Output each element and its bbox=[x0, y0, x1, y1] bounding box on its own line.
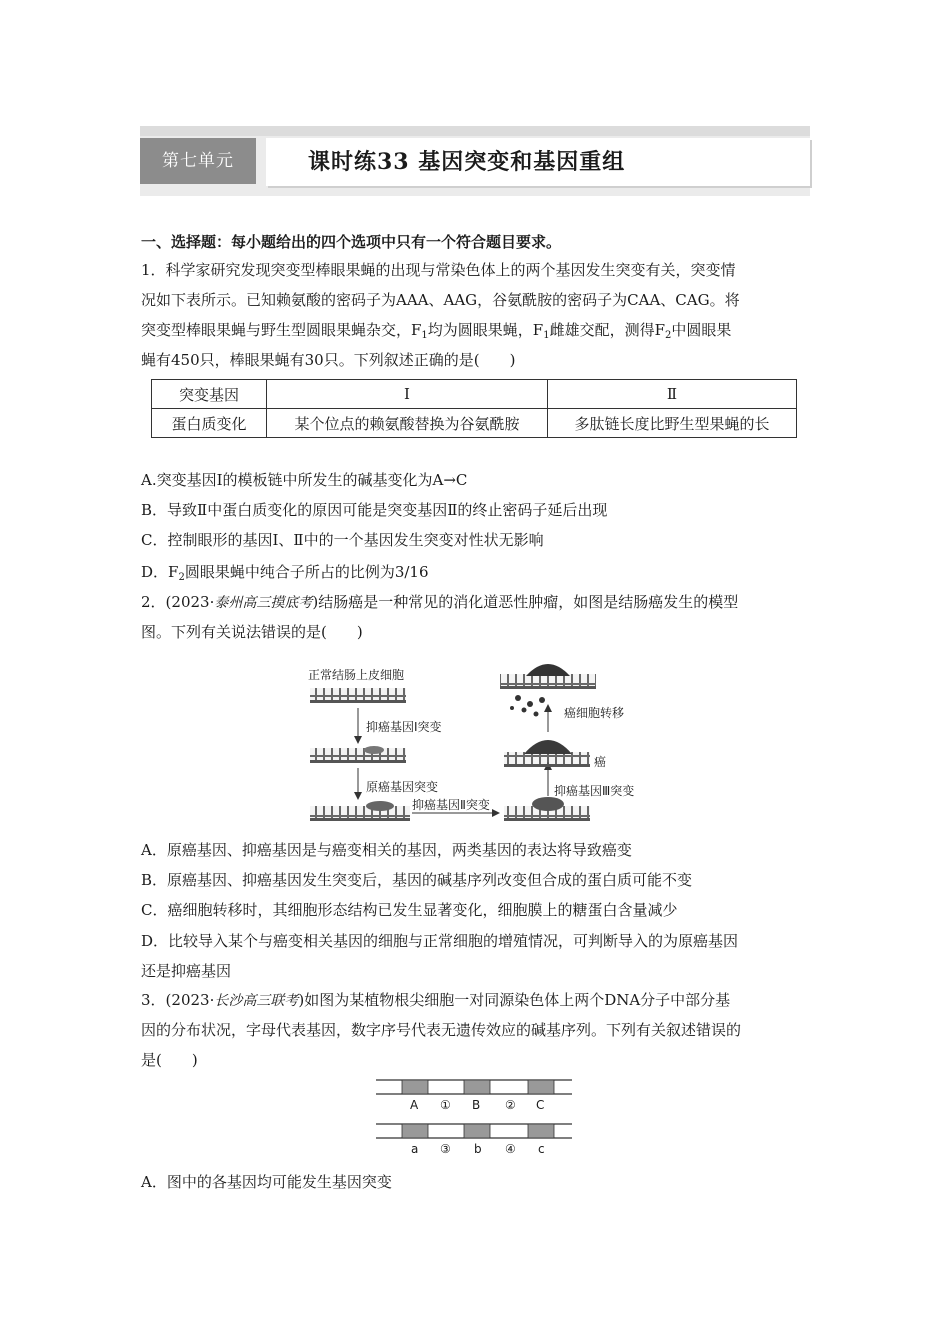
mutation-table bbox=[151, 379, 797, 438]
gene-label: C bbox=[536, 1098, 545, 1112]
sub-1b: 1 bbox=[543, 330, 550, 341]
gene-label: A bbox=[410, 1098, 419, 1112]
q1-line4: 蝇有450只，棒眼果蝇有30只。下列叙述正确的是( ) bbox=[141, 351, 516, 369]
q1-option-b: B．导致Ⅱ中蛋白质变化的原因可能是突变基因Ⅱ的终止密码子延后出现 bbox=[141, 501, 608, 519]
dna-figure bbox=[376, 1078, 572, 1162]
q1-line1: 1．科学家研究发现突变型棒眼果蝇的出现与常染色体上的两个基因发生突变有关，突变情 bbox=[141, 261, 736, 279]
table-cell: 某个位点的赖氨酸替换为谷氨酰胺 bbox=[267, 409, 548, 438]
label-step1: 抑癌基因Ⅰ突变 bbox=[366, 720, 442, 734]
sequence-label: ① bbox=[440, 1098, 451, 1112]
sub-1a: 1 bbox=[421, 330, 428, 341]
label-step2: 原癌基因突变 bbox=[366, 780, 439, 794]
table-cell: 多肽链长度比野生型果蝇的长 bbox=[548, 409, 797, 438]
q1-line2: 况如下表所示。已知赖氨酸的密码子为AAA、AAG，谷氨酰胺的密码子为CAA、CAG。将 bbox=[141, 291, 740, 309]
sub-2d: 2 bbox=[178, 572, 185, 583]
q2-option-d-line1: D．比较导入某个与癌变相关基因的细胞与正常细胞的增殖情况，可判断导入的为原癌基因 bbox=[141, 932, 739, 950]
section-heading: 一、选择题：每小题给出的四个选项中只有一个符合题目要求。 bbox=[141, 233, 562, 251]
q2-option-c: C．癌细胞转移时，其细胞形态结构已发生显著变化，细胞膜上的糖蛋白含量减少 bbox=[141, 901, 678, 919]
unit-label: 第七单元 bbox=[140, 138, 256, 184]
label-metastasis: 癌细胞转移 bbox=[564, 706, 625, 720]
epithelium-step2 bbox=[310, 801, 410, 821]
colon-cancer-figure bbox=[300, 660, 660, 830]
title-box bbox=[266, 138, 810, 186]
q3-line3: 是( ) bbox=[141, 1051, 198, 1069]
label-normal-cells: 正常结肠上皮细胞 bbox=[308, 668, 405, 682]
header-strip bbox=[140, 126, 810, 136]
q2-option-d-line2: 还是抑癌基因 bbox=[141, 962, 232, 980]
label-cancer: 癌 bbox=[594, 755, 607, 769]
table-header-cell: Ⅰ bbox=[267, 380, 548, 409]
gene-label: a bbox=[411, 1142, 419, 1156]
q2-option-b: B．原癌基因、抑癌基因发生突变后，基因的碱基序列改变但合成的蛋白质可能不变 bbox=[141, 871, 693, 889]
table-cell: 蛋白质变化 bbox=[152, 409, 267, 438]
q3-source: 长沙高三联考 bbox=[214, 993, 299, 1009]
table-header-cell: 突变基因 bbox=[152, 380, 267, 409]
arrowhead-right bbox=[492, 809, 500, 817]
q2-line1-b: )结肠癌是一种常见的消化道恶性肿瘤，如图是结肠癌发生的模型 bbox=[312, 593, 739, 611]
label-step3: 抑癌基因Ⅱ突变 bbox=[412, 798, 490, 812]
q3-line1-a: 3．(2023· bbox=[141, 991, 215, 1009]
table-row bbox=[152, 409, 797, 438]
q3-option-a: A．图中的各基因均可能发生基因突变 bbox=[141, 1173, 392, 1191]
arrowhead-1 bbox=[354, 736, 362, 744]
sub-2: 2 bbox=[665, 330, 672, 341]
normal-epithelium bbox=[310, 688, 406, 703]
q1-line3-b: 均为圆眼果蝇，F bbox=[427, 321, 544, 339]
q1-line3-c: 雌雄交配，测得F bbox=[549, 321, 666, 339]
table-header-row bbox=[152, 380, 797, 409]
table-header-cell: Ⅱ bbox=[548, 380, 797, 409]
sequence-label: ④ bbox=[505, 1142, 516, 1156]
q2-source: 泰州高三摸底考 bbox=[214, 595, 313, 611]
q3-line2: 因的分布状况，字母代表基因，数字序号代表无遗传效应的碱基序列。下列有关叙述错误的 bbox=[141, 1021, 742, 1039]
gene-label: b bbox=[474, 1142, 482, 1156]
q1-line3-a: 突变型棒眼果蝇与野生型圆眼果蝇杂交，F bbox=[141, 321, 422, 339]
q2-line1-a: 2．(2023· bbox=[141, 593, 215, 611]
arrowhead-up-2 bbox=[544, 704, 552, 712]
q1-option-c: C．控制眼形的基因Ⅰ、Ⅱ中的一个基因发生突变对性状无影响 bbox=[141, 531, 544, 549]
q1-line3 bbox=[141, 320, 811, 340]
q1-option-a: A.突变基因Ⅰ的模板链中所发生的碱基变化为A→C bbox=[141, 471, 468, 489]
q3-line1 bbox=[141, 990, 811, 1011]
q2-line1 bbox=[141, 592, 811, 613]
arrowhead-2 bbox=[354, 792, 362, 800]
tumor bbox=[504, 740, 590, 767]
sequence-label: ③ bbox=[440, 1142, 451, 1156]
q1-option-d-a: D．F bbox=[141, 563, 179, 581]
label-step4: 抑癌基因Ⅲ突变 bbox=[554, 784, 635, 798]
q3-line1-b: )如图为某植物根尖细胞一对同源染色体上两个DNA分子中部分基 bbox=[298, 991, 731, 1009]
epithelium-step1 bbox=[310, 746, 406, 763]
dna-bottom bbox=[376, 1124, 572, 1138]
gene-label: B bbox=[472, 1098, 481, 1112]
q2-line2: 图。下列有关说法错误的是( ) bbox=[141, 623, 363, 641]
sequence-label: ② bbox=[505, 1098, 516, 1112]
q1-option-d-b: 圆眼果蝇中纯合子所占的比例为3/16 bbox=[184, 563, 429, 581]
epithelium-step3 bbox=[504, 797, 590, 821]
lesson-title: 课时练33 基因突变和基因重组 bbox=[308, 149, 626, 175]
q2-option-a: A．原癌基因、抑癌基因是与癌变相关的基因，两类基因的表达将导致癌变 bbox=[141, 841, 632, 859]
gene-label: c bbox=[538, 1142, 545, 1156]
q1-line3-d: 中圆眼果 bbox=[671, 321, 732, 339]
dna-top bbox=[376, 1080, 572, 1094]
q1-option-d bbox=[141, 562, 811, 582]
